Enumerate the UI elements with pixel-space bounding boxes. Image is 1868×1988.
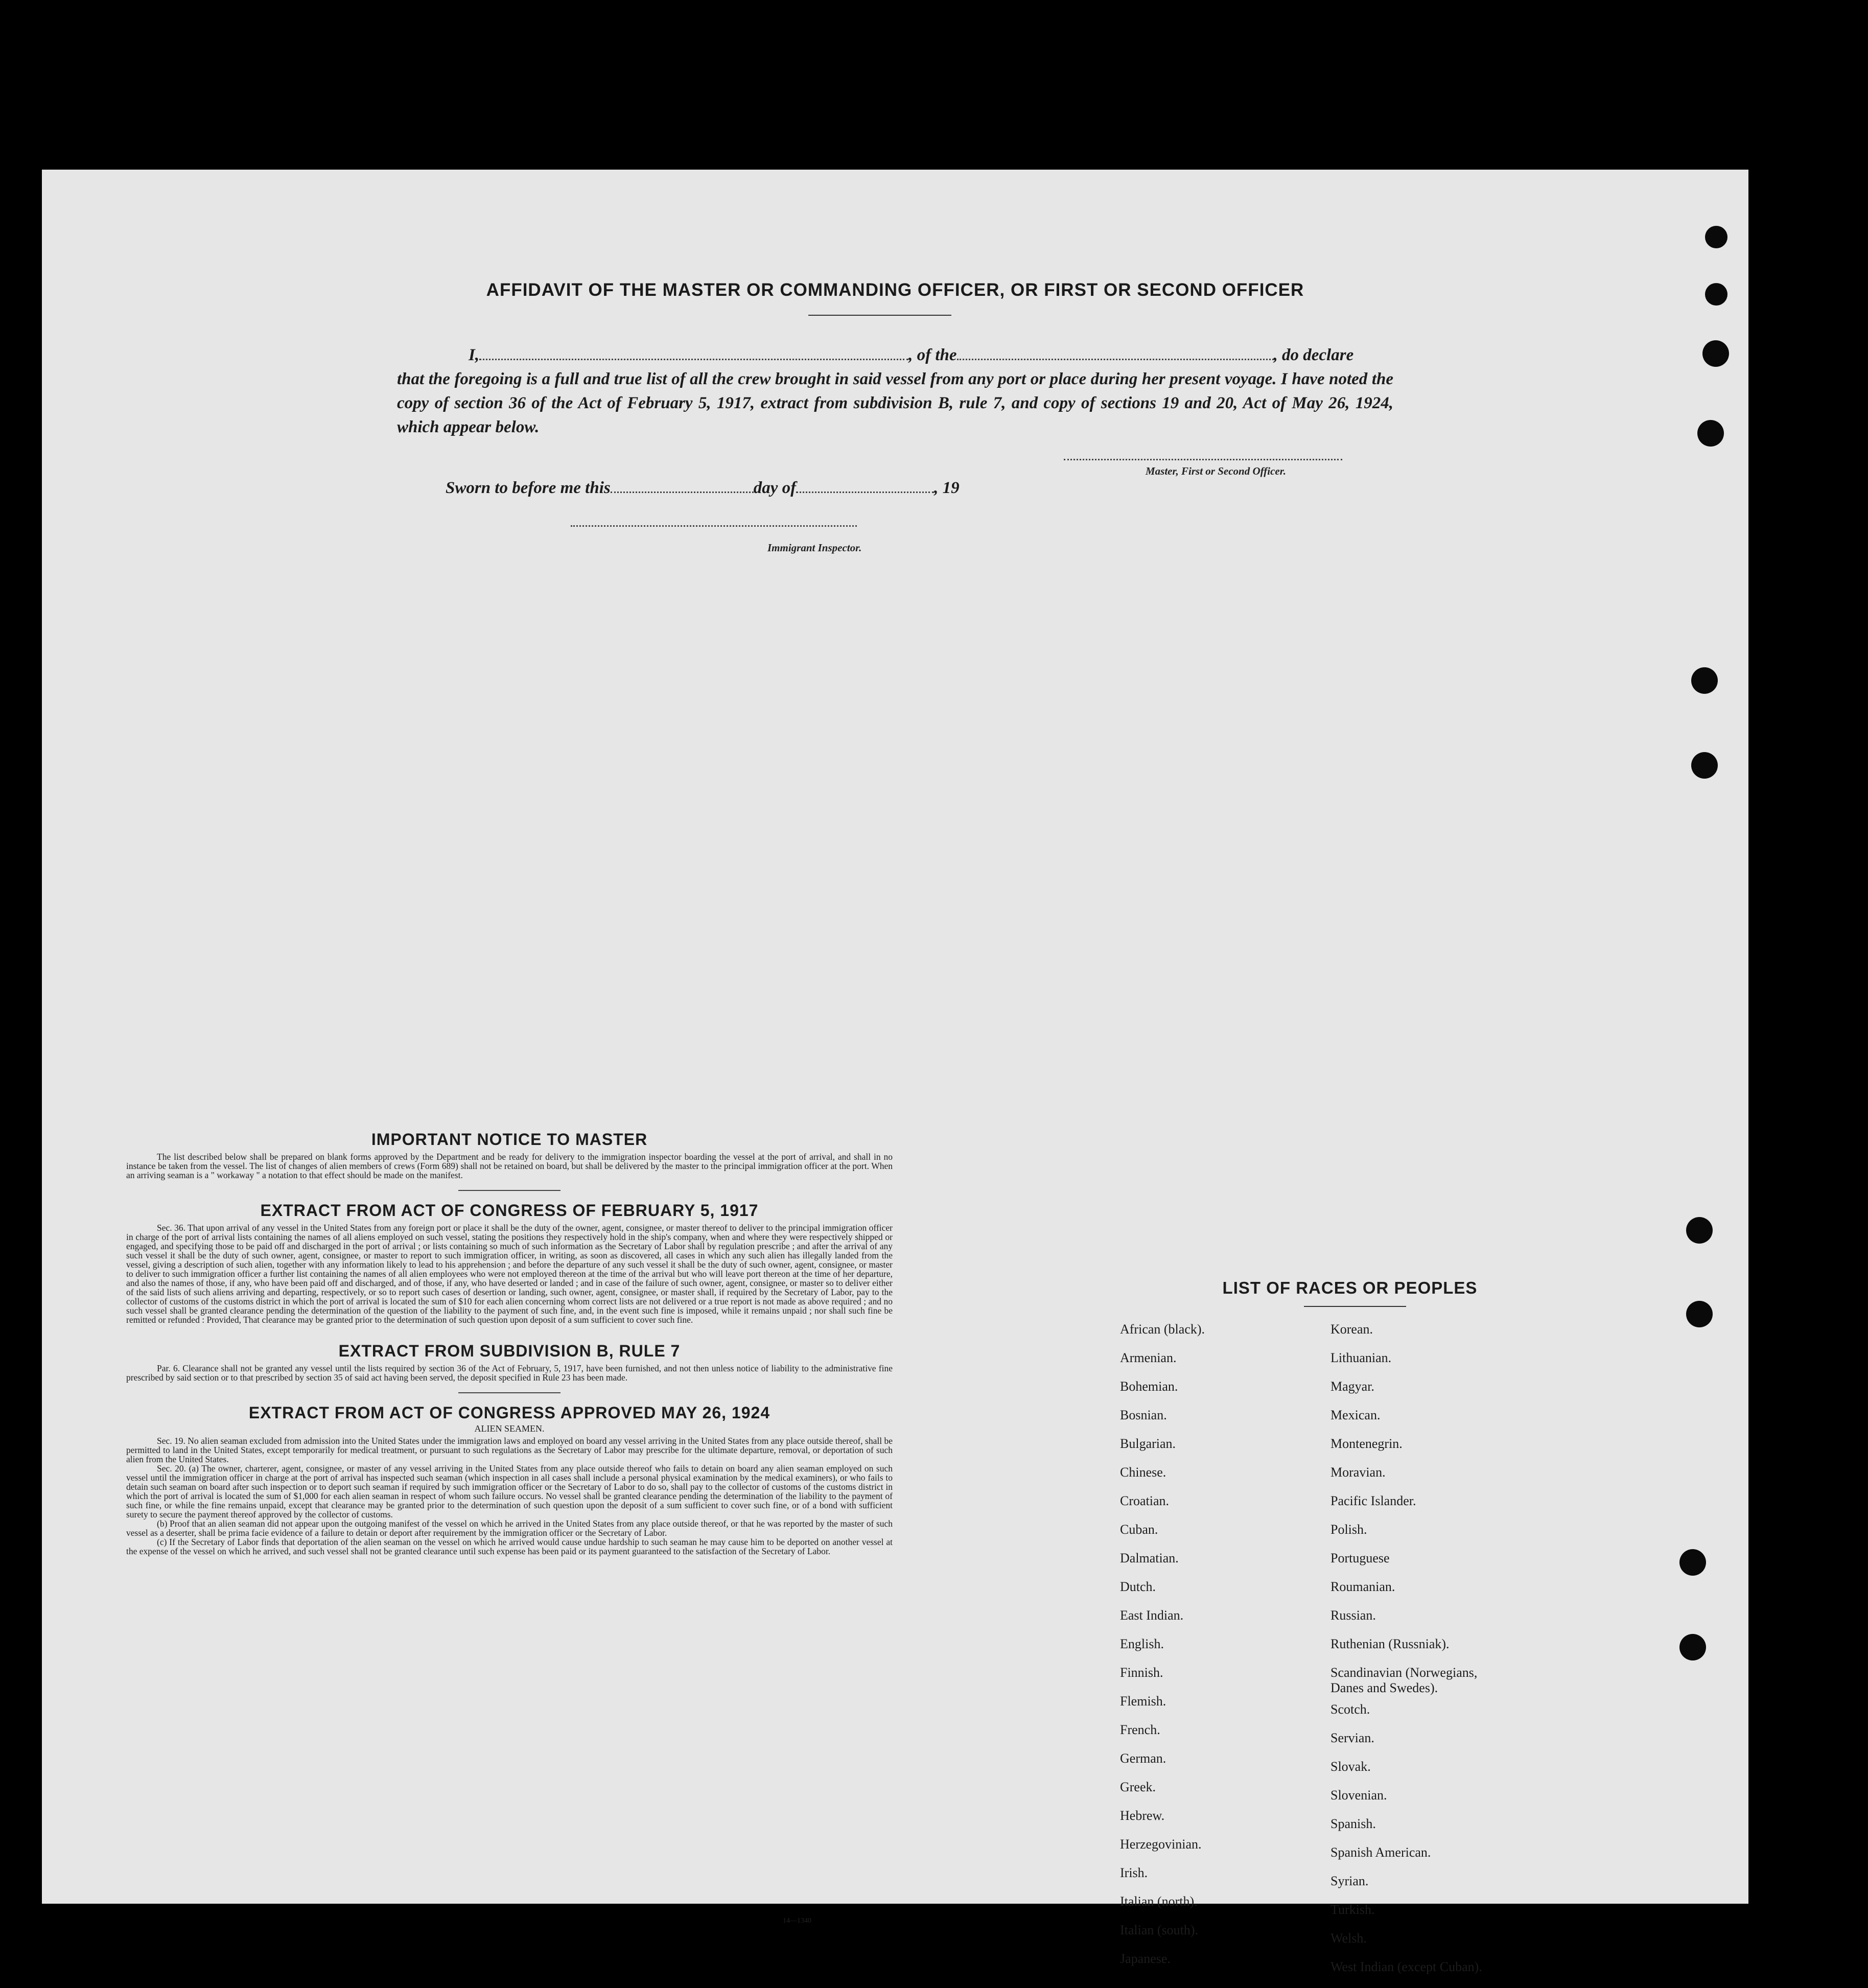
punch-hole (1697, 420, 1724, 447)
race-item: Pacific Islander. (1330, 1493, 1416, 1508)
races-right-column (1330, 1322, 1545, 1988)
races-divider (1304, 1306, 1406, 1307)
race-item: German. (1120, 1751, 1166, 1766)
race-item: Herzegovinian. (1120, 1837, 1202, 1852)
punch-hole (1691, 667, 1718, 694)
affidavit-body: that the foregoing is a full and true list of all the crew brought in said vessel from any port or place during her present voyage. I have noted the copy of section 36 of the Act of February 5, 1917, extract from subdivision B, rule 7, and copy of sections 19 and 20, Act of May 26, 1924, which appear below. (397, 370, 1393, 436)
extract-rule7-text: Par. 6. Clearance shall not be granted any vessel until the lists required by section 36 of the Act of February, 5, 1917, have been furnished, and not then unless notice of liability to the administrative fine prescribed by said section or to that prescribed by section 35 of said act having been served, the deposit specified in Rule 23 has been made. (126, 1363, 893, 1383)
race-item: Bulgarian. (1120, 1436, 1176, 1451)
race-item: Russian. (1330, 1608, 1376, 1623)
race-item: Moravian. (1330, 1465, 1386, 1480)
punch-hole (1686, 1217, 1713, 1244)
extract-1924-title: EXTRACT FROM ACT OF CONGRESS APPROVED MAY 26, 1924 (248, 1404, 770, 1422)
sworn-day-blank[interactable] (611, 481, 754, 493)
race-item: Roumanian. (1330, 1579, 1395, 1594)
title-divider (808, 315, 951, 316)
race-item: Syrian. (1330, 1874, 1369, 1888)
race-item: Cuban. (1120, 1522, 1158, 1537)
sworn-day-of: day of (753, 479, 797, 497)
race-item: Lithuanian. (1330, 1350, 1392, 1365)
punch-hole (1702, 340, 1729, 367)
race-item: East Indian. (1120, 1608, 1184, 1623)
punch-hole (1679, 1634, 1706, 1660)
race-item: Bohemian. (1120, 1379, 1178, 1394)
race-item: Flemish. (1120, 1694, 1166, 1709)
extract-1924-sec20c: (c) If the Secretary of Labor finds that deportation of the alien seaman on the vessel on which he arrived would cause undue hardship to such seaman he may cause him to be deported on another vessel at the expense of the vessel on which he arrived, and such vessel shall not be granted clearance until such expense has been paid or its payment guaranteed to the satisfaction of the Secretary of Labor. (126, 1537, 893, 1556)
race-item: English. (1120, 1636, 1164, 1651)
document-page (42, 170, 1748, 1974)
notice-title: IMPORTANT NOTICE TO MASTER (371, 1130, 648, 1149)
punch-hole (1686, 1301, 1713, 1327)
punch-hole (1705, 226, 1727, 248)
affidavit-declaration (397, 343, 1393, 439)
race-item: West Indian (except Cuban). (1330, 1959, 1482, 1974)
race-item: Greek. (1120, 1780, 1156, 1794)
extract-1924-sec19: Sec. 19. No alien seaman excluded from admission into the United States under the immigration laws and employed on board any vessel arriving in the United States from any place outside thereof, shall be permitted to land in the United States, except temporarily for medical treatment, or pursuant to such regulations as the Secretary of Labor may prescribe for the ultimate departure, removal, or deportation of such alien from the United States. (126, 1436, 893, 1464)
sworn-prefix: Sworn to before me this (446, 479, 611, 497)
affidavit-i: I, (469, 346, 480, 364)
race-item: Slovak. (1330, 1759, 1371, 1774)
race-item: Spanish American. (1330, 1845, 1431, 1860)
legal-notices (126, 1130, 893, 1556)
race-item: Servian. (1330, 1730, 1374, 1745)
races-title: LIST OF RACES OR PEOPLES (1222, 1278, 1478, 1297)
extract-1924-subtitle: ALIEN SEAMEN. (474, 1423, 545, 1434)
race-item: Japanese. (1120, 1951, 1171, 1966)
races-left-column (1120, 1322, 1335, 1980)
name-blank[interactable] (479, 348, 908, 360)
inspector-signature-line[interactable] (571, 525, 857, 527)
race-item: Slovenian. (1330, 1788, 1387, 1803)
affidavit-of-the: , of the (908, 346, 957, 364)
race-item: French. (1120, 1722, 1160, 1737)
race-item: Ruthenian (Russniak). (1330, 1636, 1450, 1651)
race-item: Turkish. (1330, 1902, 1375, 1917)
race-item: Scotch. (1330, 1702, 1370, 1717)
extract-1917-title: EXTRACT FROM ACT OF CONGRESS OF FEBRUARY 5, 1917 (260, 1201, 759, 1220)
race-item: Korean. (1330, 1322, 1373, 1337)
master-signature-label: Master, First or Second Officer. (1146, 465, 1286, 477)
race-item: Finnish. (1120, 1665, 1163, 1680)
race-item: Irish. (1120, 1865, 1148, 1880)
race-item: Polish. (1330, 1522, 1367, 1537)
sworn-year: , 19 (934, 479, 960, 497)
race-item: Magyar. (1330, 1379, 1374, 1394)
affidavit-do-declare: , do declare (1273, 346, 1354, 364)
sworn-line (446, 479, 1059, 498)
form-number: 14—1340 (783, 1917, 811, 1925)
extract-1924-sec20b: (b) Proof that an alien seaman did not appear upon the outgoing manifest of the vessel on which he arrived in the United States from any place outside thereof, or that he was reported by the master of such vessel as a deserter, shall be prima facie evidence of a failure to detain or deport after requirement by the immigration officer or the Secretary of Labor. (126, 1518, 893, 1538)
race-item: Italian (south). (1120, 1923, 1199, 1937)
race-item: Dalmatian. (1120, 1551, 1179, 1565)
extract-1924-sec20a: Sec. 20. (a) The owner, charterer, agent, consignee, or master of any vessel arriving in the United States from any place outside thereof who fails to detain on board any alien seaman employed on such vessel until the immigration officer in charge at the port of arrival has inspected such seaman (which inspection in all cases shall include a personal physical examination by the medical examiners), or who fails to detain such seaman on board after such inspection or to deport such seaman if required by such immigration officer or the Secretary of Labor to do so, shall pay to the collector of customs of the customs district in which the port of arrival is located the sum of $1,000 for each alien seaman in respect of whom such failure occurs. No vessel shall be granted clearance pending the determination of the liability to the payment of such fine, or while the fine remains unpaid, except that clearance may be granted prior to the determination of such question upon the deposit of a sum sufficient to cover such fine, or of a bond with sufficient surety to secure the payment thereof approved by the collector of customs. (126, 1463, 893, 1519)
race-item: Scandinavian (Norwegians, Danes and Swedes). (1330, 1665, 1478, 1695)
punch-hole (1679, 1549, 1706, 1576)
race-item: African (black). (1120, 1322, 1205, 1337)
race-item: Mexican. (1330, 1408, 1381, 1422)
race-item: Dutch. (1120, 1579, 1156, 1594)
race-item: Bosnian. (1120, 1408, 1167, 1422)
race-item: Montenegrin. (1330, 1436, 1403, 1451)
extract-rule7-title: EXTRACT FROM SUBDIVISION B, RULE 7 (338, 1342, 681, 1360)
divider (458, 1190, 561, 1191)
declaration-first-line (397, 343, 1393, 367)
race-item: Chinese. (1120, 1465, 1166, 1480)
race-item: Italian (north). (1120, 1894, 1198, 1909)
race-item: Hebrew. (1120, 1808, 1165, 1823)
punch-hole (1691, 752, 1718, 779)
sworn-month-blank[interactable] (796, 481, 934, 493)
race-item: Spanish. (1330, 1816, 1376, 1831)
affidavit-title: AFFIDAVIT OF THE MASTER OR COMMANDING OFFICER, OR FIRST OR SECOND OFFICER (486, 280, 1304, 300)
notice-text: The list described below shall be prepared on blank forms approved by the Department and be ready for delivery to the immigration inspector boarding the vessel at the port of arrival, and shall in no instance be taken from the vessel. The list of changes of alien members of crews (Form 689) shall not be retained on board, but shall be delivered by the master to the principal immigration officer at the port. When an arriving seaman is a " workaway " a notation to that effect should be made on the manifest. (126, 1152, 893, 1180)
race-item: Welsh. (1330, 1931, 1367, 1946)
race-item: Croatian. (1120, 1493, 1170, 1508)
vessel-blank[interactable] (957, 348, 1274, 360)
extract-1917-text: Sec. 36. That upon arrival of any vessel in the United States from any foreign port or place it shall be the duty of the owner, agent, consignee, or master thereof to deliver to the principal immigration officer in charge of the port of arrival lists containing the names of all aliens employed on such vessel, stating the positions they respectively hold in the ship's company, when and where they were respectively shipped or engaged, and specifying those to be paid off and discharged in the port of arrival ; or lists containing so much of such information as the Secretary of Labor shall by regulation prescribe ; and after the arrival of any such vessel it shall be the duty of such owner, agent, consignee, or master to report to such immigration officer, in writing, as soon as discovered, all cases in which any such alien has illegally landed from the vessel, giving a description of such alien, together with any information likely to lead to his apprehension ; and before the departure of any such vessel it shall be the duty of such owner, agent, consignee, or master to deliver to such immigration officer a further list containing the names of all alien employees who were not employed thereon at the time of the arrival but who will leave port thereon at the time of her departure, and also the names of those, if any, who have been paid off and discharged, and of those, if any, who have deserted or landed ; and in case of the failure of such owner, agent, consignee, or master so to deliver either of the said lists of such aliens arriving and departing, respectively, or so to report such cases of desertion or landing, such owner, agent, consignee, or master shall, if required by the Secretary of Labor, pay to the collector of customs of the customs district in which the port of arrival is located the sum of $10 for each alien concerning whom correct lists are not delivered or a true report is not made as above required ; and no such vessel shall be granted clearance pending the determination of the question of the liability to the payment of such fine, and, in the event such fine is imposed, while it remains unpaid ; nor shall such fine be remitted or refunded : Provided, That clearance may be granted prior to the determination of such question upon deposit of a sum sufficient to cover such fine. (126, 1223, 893, 1325)
race-item: Armenian. (1120, 1350, 1177, 1365)
race-item: Portuguese (1330, 1551, 1390, 1565)
inspector-signature-label: Immigrant Inspector. (767, 542, 862, 554)
divider (458, 1392, 561, 1393)
master-signature-line[interactable] (1064, 458, 1342, 460)
